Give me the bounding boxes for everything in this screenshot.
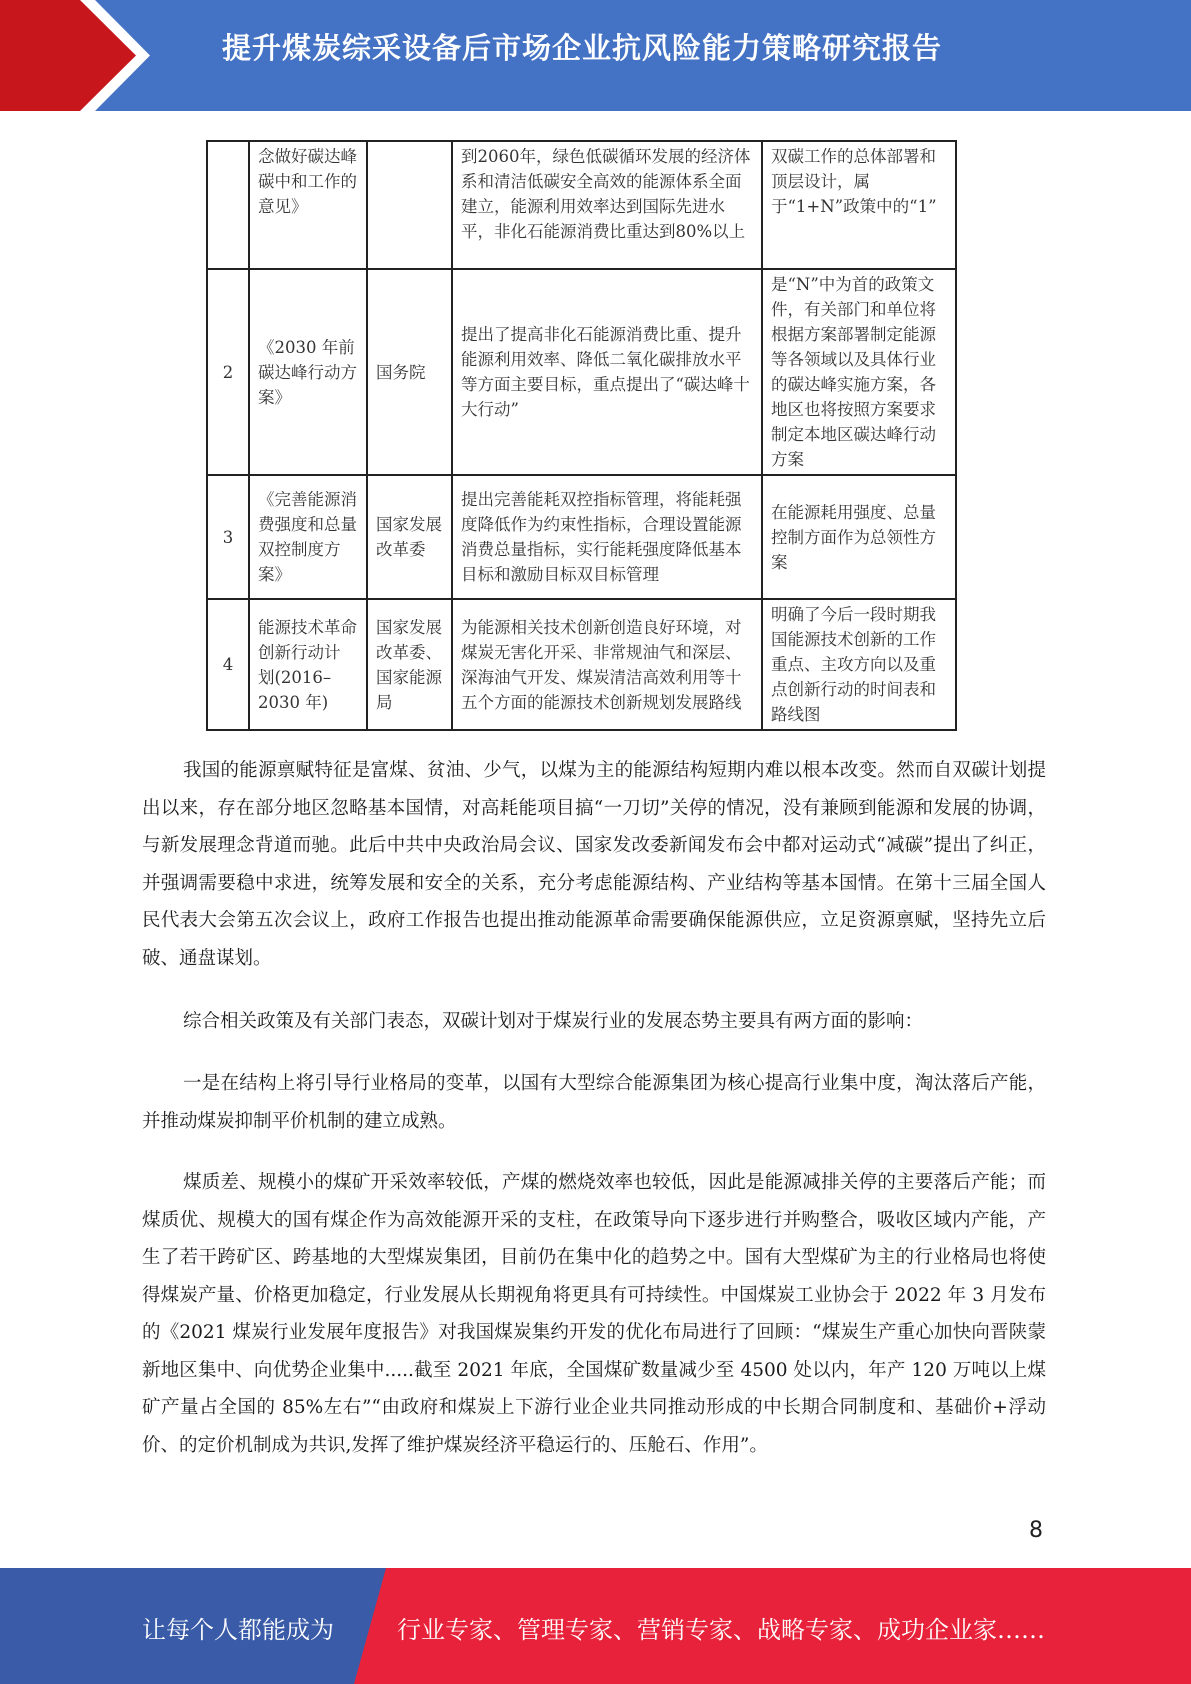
page-number: 8	[1029, 1518, 1043, 1543]
body-paragraph: 综合相关政策及有关部门表态，双碳计划对于煤炭行业的发展态势主要具有两方面的影响：	[183, 1011, 924, 1032]
issuing-department	[367, 141, 452, 269]
policy-note: 在能源耗用强度、总量控制方面作为总领性方案	[762, 475, 956, 599]
policy-name: 能源技术革命创新行动计 划(2016–2030 年)	[249, 599, 367, 730]
policy-content: 为能源相关技术创新创造良好环境，对煤炭无害化开采、非常规油气和深层、深海油气开发、煤炭清洁高效利用等十五个方面的能源技术创新规划发展路线	[452, 599, 762, 730]
footer-slogan-left: 让每个人都能成为	[142, 1616, 334, 1644]
page-footer	[0, 1568, 1191, 1684]
policy-content: 提出完善能耗双控指标管理，将能耗强度降低作为约束性指标，合理设置能源消费总量指标，实行能耗强度降低基本目标和激励目标双目标管理	[452, 475, 762, 599]
policy-name: 念做好碳达峰碳中和工作的意见》	[249, 141, 367, 269]
footer-slogan-right: 行业专家、管理专家、营销专家、战略专家、成功企业家……	[397, 1616, 1045, 1644]
row-number: 4	[207, 599, 249, 730]
issuing-department: 国务院	[367, 269, 452, 475]
policy-note: 是“N”中为首的政策文件，有关部门和单位将根据方案部署制定能源等各领域以及具体行业的碳达峰实施方案，各地区也将按照方案要求制定本地区碳达峰行动方案	[762, 269, 956, 475]
policy-table	[206, 140, 957, 731]
policy-content: 提出了提高非化石能源消费比重、提升能源利用效率、降低二氧化碳排放水平等方面主要目标，重点提出了“碳达峰十大行动”	[452, 269, 762, 475]
table-row	[207, 475, 956, 599]
table-row	[207, 269, 956, 475]
policy-name: 《完善能源消费强度和总量双控制度方案》	[249, 475, 367, 599]
report-title: 提升煤炭综采设备后市场企业抗风险能力策略研究报告	[222, 31, 943, 65]
header-chevron-arrow	[0, 0, 140, 111]
body-paragraph: 我国的能源禀赋特征是富煤、贫油、少气，以煤为主的能源结构短期内难以根本改变。然而自双碳计划提出以来，存在部分地区忽略基本国情，对高耗能项目搞“一刀切”关停的情况，没有兼顾到能源和发展的协调，与新发展理念背道而驰。此后中共中央政治局会议、国家发改委新闻发布会中都对运动式“减碳”提出了纠正，并强调需要稳中求进，统筹发展和安全的关系，充分考虑能源结构、产业结构等基本国情。在第十三届全国人民代表大会第五次会议上，政府工作报告也提出推动能源革命需要确保能源供应，立足资源禀赋，坚持先立后破、通盘谋划。	[142, 760, 1046, 969]
policy-name: 《2030 年前碳达峰行动方案》	[249, 269, 367, 475]
row-number	[207, 141, 249, 269]
row-number: 2	[207, 269, 249, 475]
page-header	[0, 0, 1191, 111]
policy-content: 到2060年，绿色低碳循环发展的经济体系和清洁低碳安全高效的能源体系全面建立，能源利用效率达到国际先进水平，非化石能源消费比重达到80%以上	[452, 141, 762, 269]
table-row	[207, 599, 956, 730]
body-paragraph: 煤质差、规模小的煤矿开采效率较低，产煤的燃烧效率也较低，因此是能源减排关停的主要落后产能；而煤质优、规模大的国有煤企作为高效能源开采的支柱，在政策导向下逐步进行并购整合，吸收区域内产能，产生了若干跨矿区、跨基地的大型煤炭集团，目前仍在集中化的趋势之中。国有大型煤矿为主的行业格局也将使得煤炭产量、价格更加稳定，行业发展从长期视角将更具有可持续性。中国煤炭工业协会于 2022 年 3 月发布的《2021 煤炭行业发展年度报告》对我国煤炭集约开发的优化布局进行了回顾：“煤炭生产重心加快向晋陕蒙新地区集中、向优势企业集中.....截至 2021 年底，全国煤矿数量减少至 4500 处以内，年产 120 万吨以上煤矿产量占全国的 85%左右”“由政府和煤炭上下游行业企业共同推动形成的中长期合同制度和、基础价+浮动价、的定价机制成为共识,发挥了维护煤炭经济平稳运行的、压舱石、作用”。	[142, 1172, 1046, 1456]
policy-note: 双碳工作的总体部署和顶层设计，属于“1+N”政策中的“1”	[762, 141, 956, 269]
issuing-department: 国家发展改革委、国家能源局	[367, 599, 452, 730]
table-row	[207, 141, 956, 269]
policy-note: 明确了今后一段时期我国能源技术创新的工作重点、主攻方向以及重点创新行动的时间表和路线图	[762, 599, 956, 730]
issuing-department: 国家发展改革委	[367, 475, 452, 599]
row-number: 3	[207, 475, 249, 599]
body-paragraph: 一是在结构上将引导行业格局的变革，以国有大型综合能源集团为核心提高行业集中度，淘汰落后产能，并推动煤炭抑制平价机制的建立成熟。	[142, 1073, 1046, 1132]
